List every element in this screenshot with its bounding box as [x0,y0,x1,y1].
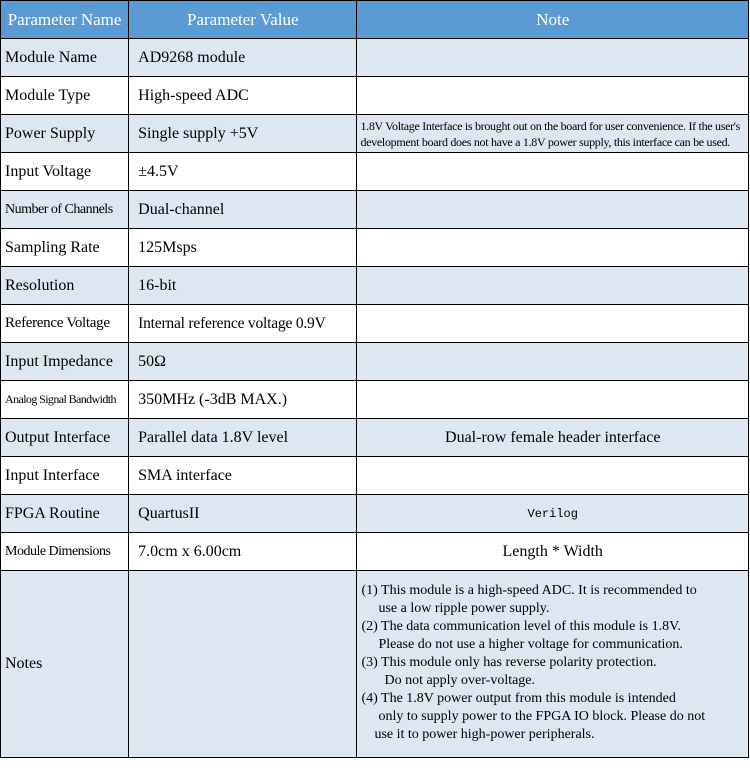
row-note [357,267,749,305]
row-name: Sampling Rate [1,229,129,267]
row-name: Resolution [1,267,129,305]
row-value: 350MHz (-3dB MAX.) [129,381,357,419]
table-row [1,305,749,343]
note-line: use it to power high-power peripherals. [374,727,595,742]
row-name: Module Type [1,77,129,115]
table-row [1,457,749,495]
row-note: Length * Width [357,533,749,571]
note-line: (1) This module is a high-speed ADC. It is recommended to [361,583,697,598]
table-row [1,153,749,191]
table-row [1,267,749,305]
table-row [1,39,749,77]
notes-content [357,571,749,758]
header-parameter-value: Parameter Value [129,1,357,39]
row-name: FPGA Routine [1,495,129,533]
table-row [1,343,749,381]
row-note [357,305,749,343]
row-note [357,229,749,267]
row-value: Parallel data 1.8V level [129,419,357,457]
row-note [357,77,749,115]
note-line: Please do not use a higher voltage for communication. [378,637,683,652]
row-name: Module Name [1,39,129,77]
row-name: Output Interface [1,419,129,457]
note-line: (3) This module only has reverse polarity protection. [361,655,657,670]
header-note: Note [357,1,749,39]
row-note: 1.8V Voltage Interface is brought out on the board for user convenience. If the user's development board does not have a 1.8V power supply, this interface can be used. [357,115,749,153]
table-row [1,229,749,267]
table-row [1,77,749,115]
row-value: 125Msps [129,229,357,267]
table-row [1,115,749,153]
row-value: High-speed ADC [129,77,357,115]
row-value: QuartusII [129,495,357,533]
row-value: AD9268 module [129,39,357,77]
row-name: Reference Voltage [1,305,129,343]
row-note: Dual-row female header interface [357,419,749,457]
row-name: Number of Channels [1,191,129,229]
row-note [357,191,749,229]
row-note [357,39,749,77]
note-line: use a low ripple power supply. [378,601,550,616]
table-header-row [1,1,749,39]
table-row [1,191,749,229]
row-name: Analog Signal Bandwidth [1,381,129,419]
notes-label: Notes [1,571,129,758]
row-value: Internal reference voltage 0.9V [129,305,357,343]
header-parameter-name: Parameter Name [1,1,129,39]
row-note [357,381,749,419]
table-row [1,495,749,533]
table-row [1,419,749,457]
row-value: Dual-channel [129,191,357,229]
table-row [1,533,749,571]
row-name: Power Supply [1,115,129,153]
row-name: Module Dimensions [1,533,129,571]
row-note [357,457,749,495]
row-note: Verilog [357,495,749,533]
table-row [1,381,749,419]
row-note [357,153,749,191]
row-name: Input Interface [1,457,129,495]
note-line: (2) The data communication level of this module is 1.8V. [361,619,681,634]
row-note [357,343,749,381]
note-line: only to supply power to the FPGA IO block. Please do not [378,709,706,724]
notes-row [1,571,749,758]
row-value: SMA interface [129,457,357,495]
note-line: Do not apply over-voltage. [384,673,536,688]
row-value: ±4.5V [129,153,357,191]
notes-list [357,580,748,748]
row-value: 50Ω [129,343,357,381]
notes-value [129,571,357,758]
row-value: Single supply +5V [129,115,357,153]
note-line: (4) The 1.8V power output from this module is intended [361,691,676,706]
row-value: 7.0cm x 6.00cm [129,533,357,571]
row-name: Input Impedance [1,343,129,381]
row-name: Input Voltage [1,153,129,191]
row-value: 16-bit [129,267,357,305]
